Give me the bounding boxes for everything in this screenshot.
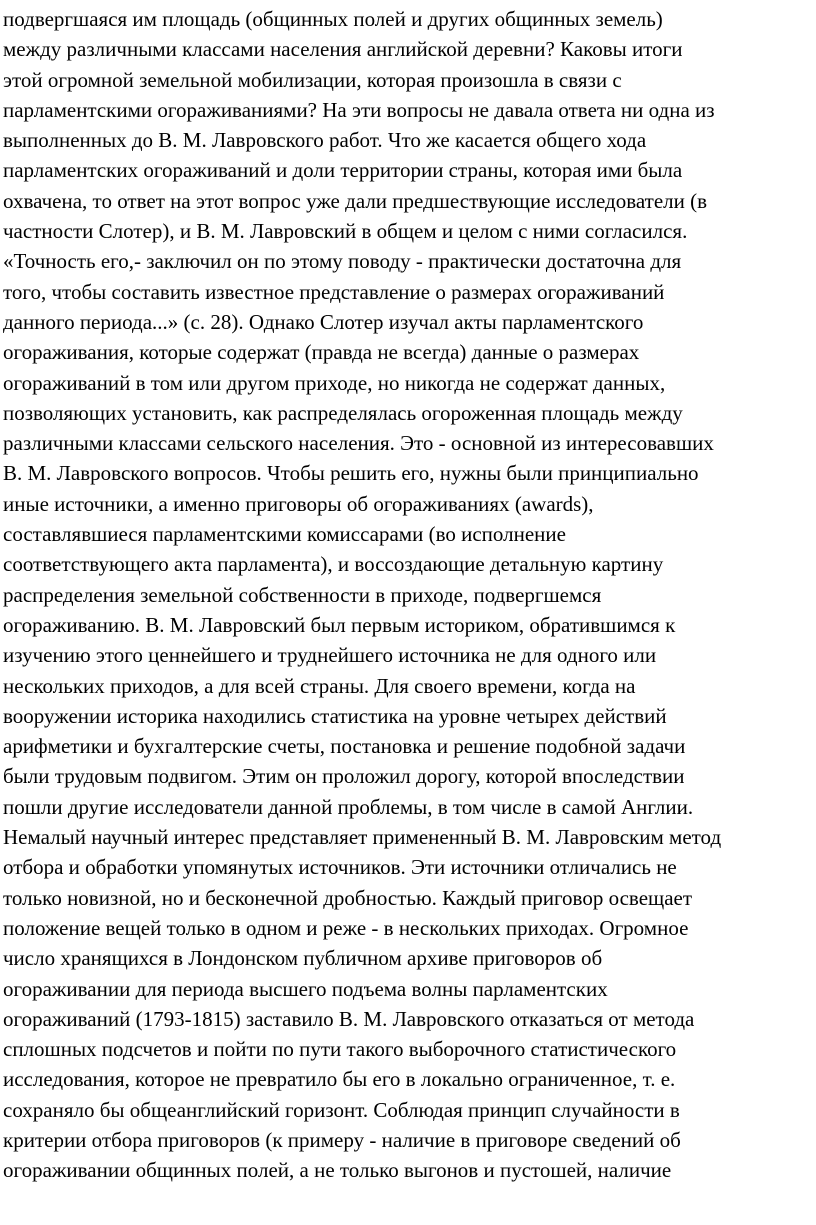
- text-line: нескольких приходов, а для всей страны. Для своего времени, когда на: [3, 673, 636, 698]
- text-line: огораживаний в том или другом приходе, но никогда не содержат данных,: [3, 370, 666, 395]
- text-line: В. М. Лавровского вопросов. Чтобы решить его, нужны были принципиально: [3, 461, 699, 486]
- text-line: выполненных до В. М. Лавровского работ. Что же касается общего хода: [3, 128, 647, 153]
- text-line: парламентских огораживаний и доли территории страны, которая ими была: [3, 158, 683, 183]
- text-line: пошли другие исследователи данной проблемы, в том числе в самой Англии.: [3, 794, 694, 819]
- text-line: огораживания, которые содержат (правда не всегда) данные о размерах: [3, 340, 640, 365]
- text-line: различными классами сельского населения. Это - основной из интересовавших: [3, 431, 714, 456]
- text-line: арифметики и бухгалтерские счеты, постановка и решение подобной задачи: [3, 734, 686, 759]
- text-line: между различными классами населения английской деревни? Каковы итоги: [3, 37, 683, 62]
- text-line: вооружении историка находились статистика на уровне четырех действий: [3, 703, 667, 728]
- text-line: огораживании общинных полей, а не только выгонов и пустошей, наличие: [3, 1158, 672, 1183]
- text-line: подвергшаяся им площадь (общинных полей и других общинных земель): [3, 7, 663, 31]
- text-line: исследования, которое не превратило бы его в локально ограниченное, т. е.: [3, 1067, 676, 1092]
- text-line: критерии отбора приговоров (к примеру - наличие в приговоре сведений об: [3, 1127, 681, 1152]
- text-line: положение вещей только в одном и реже - в нескольких приходах. Огромное: [3, 915, 689, 940]
- text-line: изучению этого ценнейшего и труднейшего источника не для одного или: [3, 643, 657, 668]
- text-line: Немалый научный интерес представляет примененный В. М. Лавровским метод: [3, 825, 722, 850]
- text-line: соответствующего акта парламента), и воссоздающие детальную картину: [3, 552, 664, 577]
- text-line: охвачена, то ответ на этот вопрос уже дали предшествующие исследователи (в: [3, 188, 708, 213]
- text-line: парламентскими огораживаниями? На эти вопросы не давала ответа ни одна из: [3, 97, 715, 122]
- text-line: составлявшиеся парламентскими комиссарами (во исполнение: [3, 522, 566, 547]
- text-line: этой огромной земельной мобилизации, которая произошла в связи с: [3, 67, 622, 92]
- text-line: число хранящихся в Лондонском публичном архиве приговоров об: [3, 946, 603, 971]
- text-line: отбора и обработки упомянутых источников. Эти источники отличались не: [3, 855, 677, 880]
- text-line: распределения земельной собственности в приходе, подвергшемся: [3, 582, 602, 607]
- text-line: сохраняло бы общеанглийский горизонт. Соблюдая принцип случайности в: [3, 1097, 680, 1122]
- text-line: позволяющих установить, как распределялась огороженная площадь между: [3, 400, 683, 425]
- body-text: [3, 4, 816, 1186]
- text-line: сплошных подсчетов и пойти по пути такого выборочного статистического: [3, 1037, 677, 1062]
- text-line: огораживаний (1793-1815) заставило В. М. Лавровского отказаться от метода: [3, 1006, 695, 1031]
- text-line: огораживанию. В. М. Лавровский был первым историком, обратившимся к: [3, 612, 676, 637]
- text-line: того, чтобы составить известное представление о размерах огораживаний: [3, 279, 665, 304]
- text-line: частности Слотер), и В. М. Лавровский в общем и целом с ними согласился.: [3, 219, 688, 244]
- text-line: иные источники, а именно приговоры об огораживаниях (awards),: [3, 491, 594, 516]
- text-line: огораживании для периода высшего подъема волны парламентских: [3, 976, 608, 1001]
- text-line: только новизной, но и бесконечной дробностью. Каждый приговор освещает: [3, 885, 693, 910]
- text-line: «Точность его,- заключил он по этому поводу - практически достаточна для: [3, 249, 682, 274]
- text-line: данного периода...» (с. 28). Однако Слотер изучал акты парламентского: [3, 309, 644, 334]
- text-line: были трудовым подвигом. Этим он проложил дорогу, которой впоследствии: [3, 764, 685, 789]
